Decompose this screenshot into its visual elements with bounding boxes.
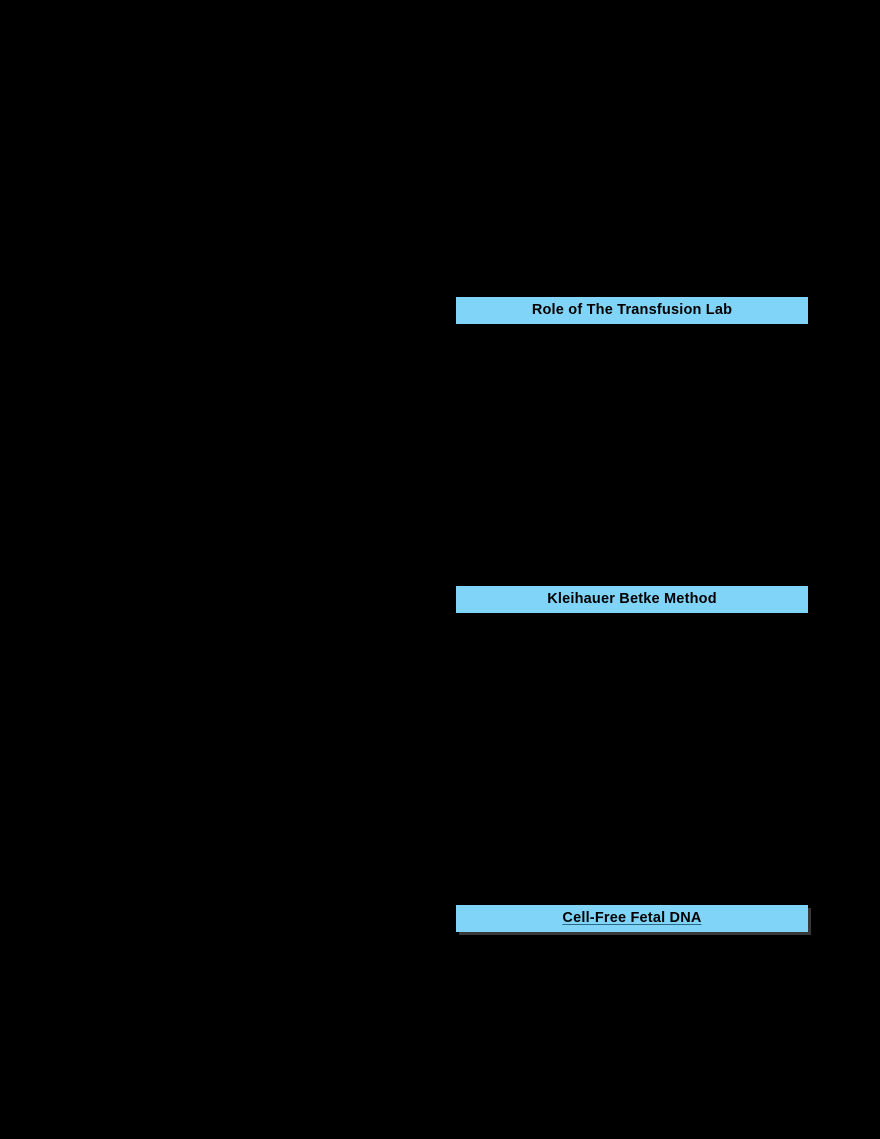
right-content-column xyxy=(456,0,880,1139)
slide-body-3 xyxy=(456,614,880,905)
section-banner-label: Role of The Transfusion Lab xyxy=(531,301,733,318)
slide-body-2 xyxy=(456,325,880,586)
section-banner-kleihauer-betke-method xyxy=(456,586,808,613)
slide-body-1 xyxy=(456,0,880,297)
slide-body-4 xyxy=(456,932,880,1139)
section-banner-cell-free-fetal-dna xyxy=(456,905,808,932)
section-banner-label: Kleihauer Betke Method xyxy=(547,590,717,607)
section-banner-role-of-the-transfusion-lab xyxy=(456,297,808,324)
section-banner-label: Cell-Free Fetal DNA xyxy=(562,909,702,926)
